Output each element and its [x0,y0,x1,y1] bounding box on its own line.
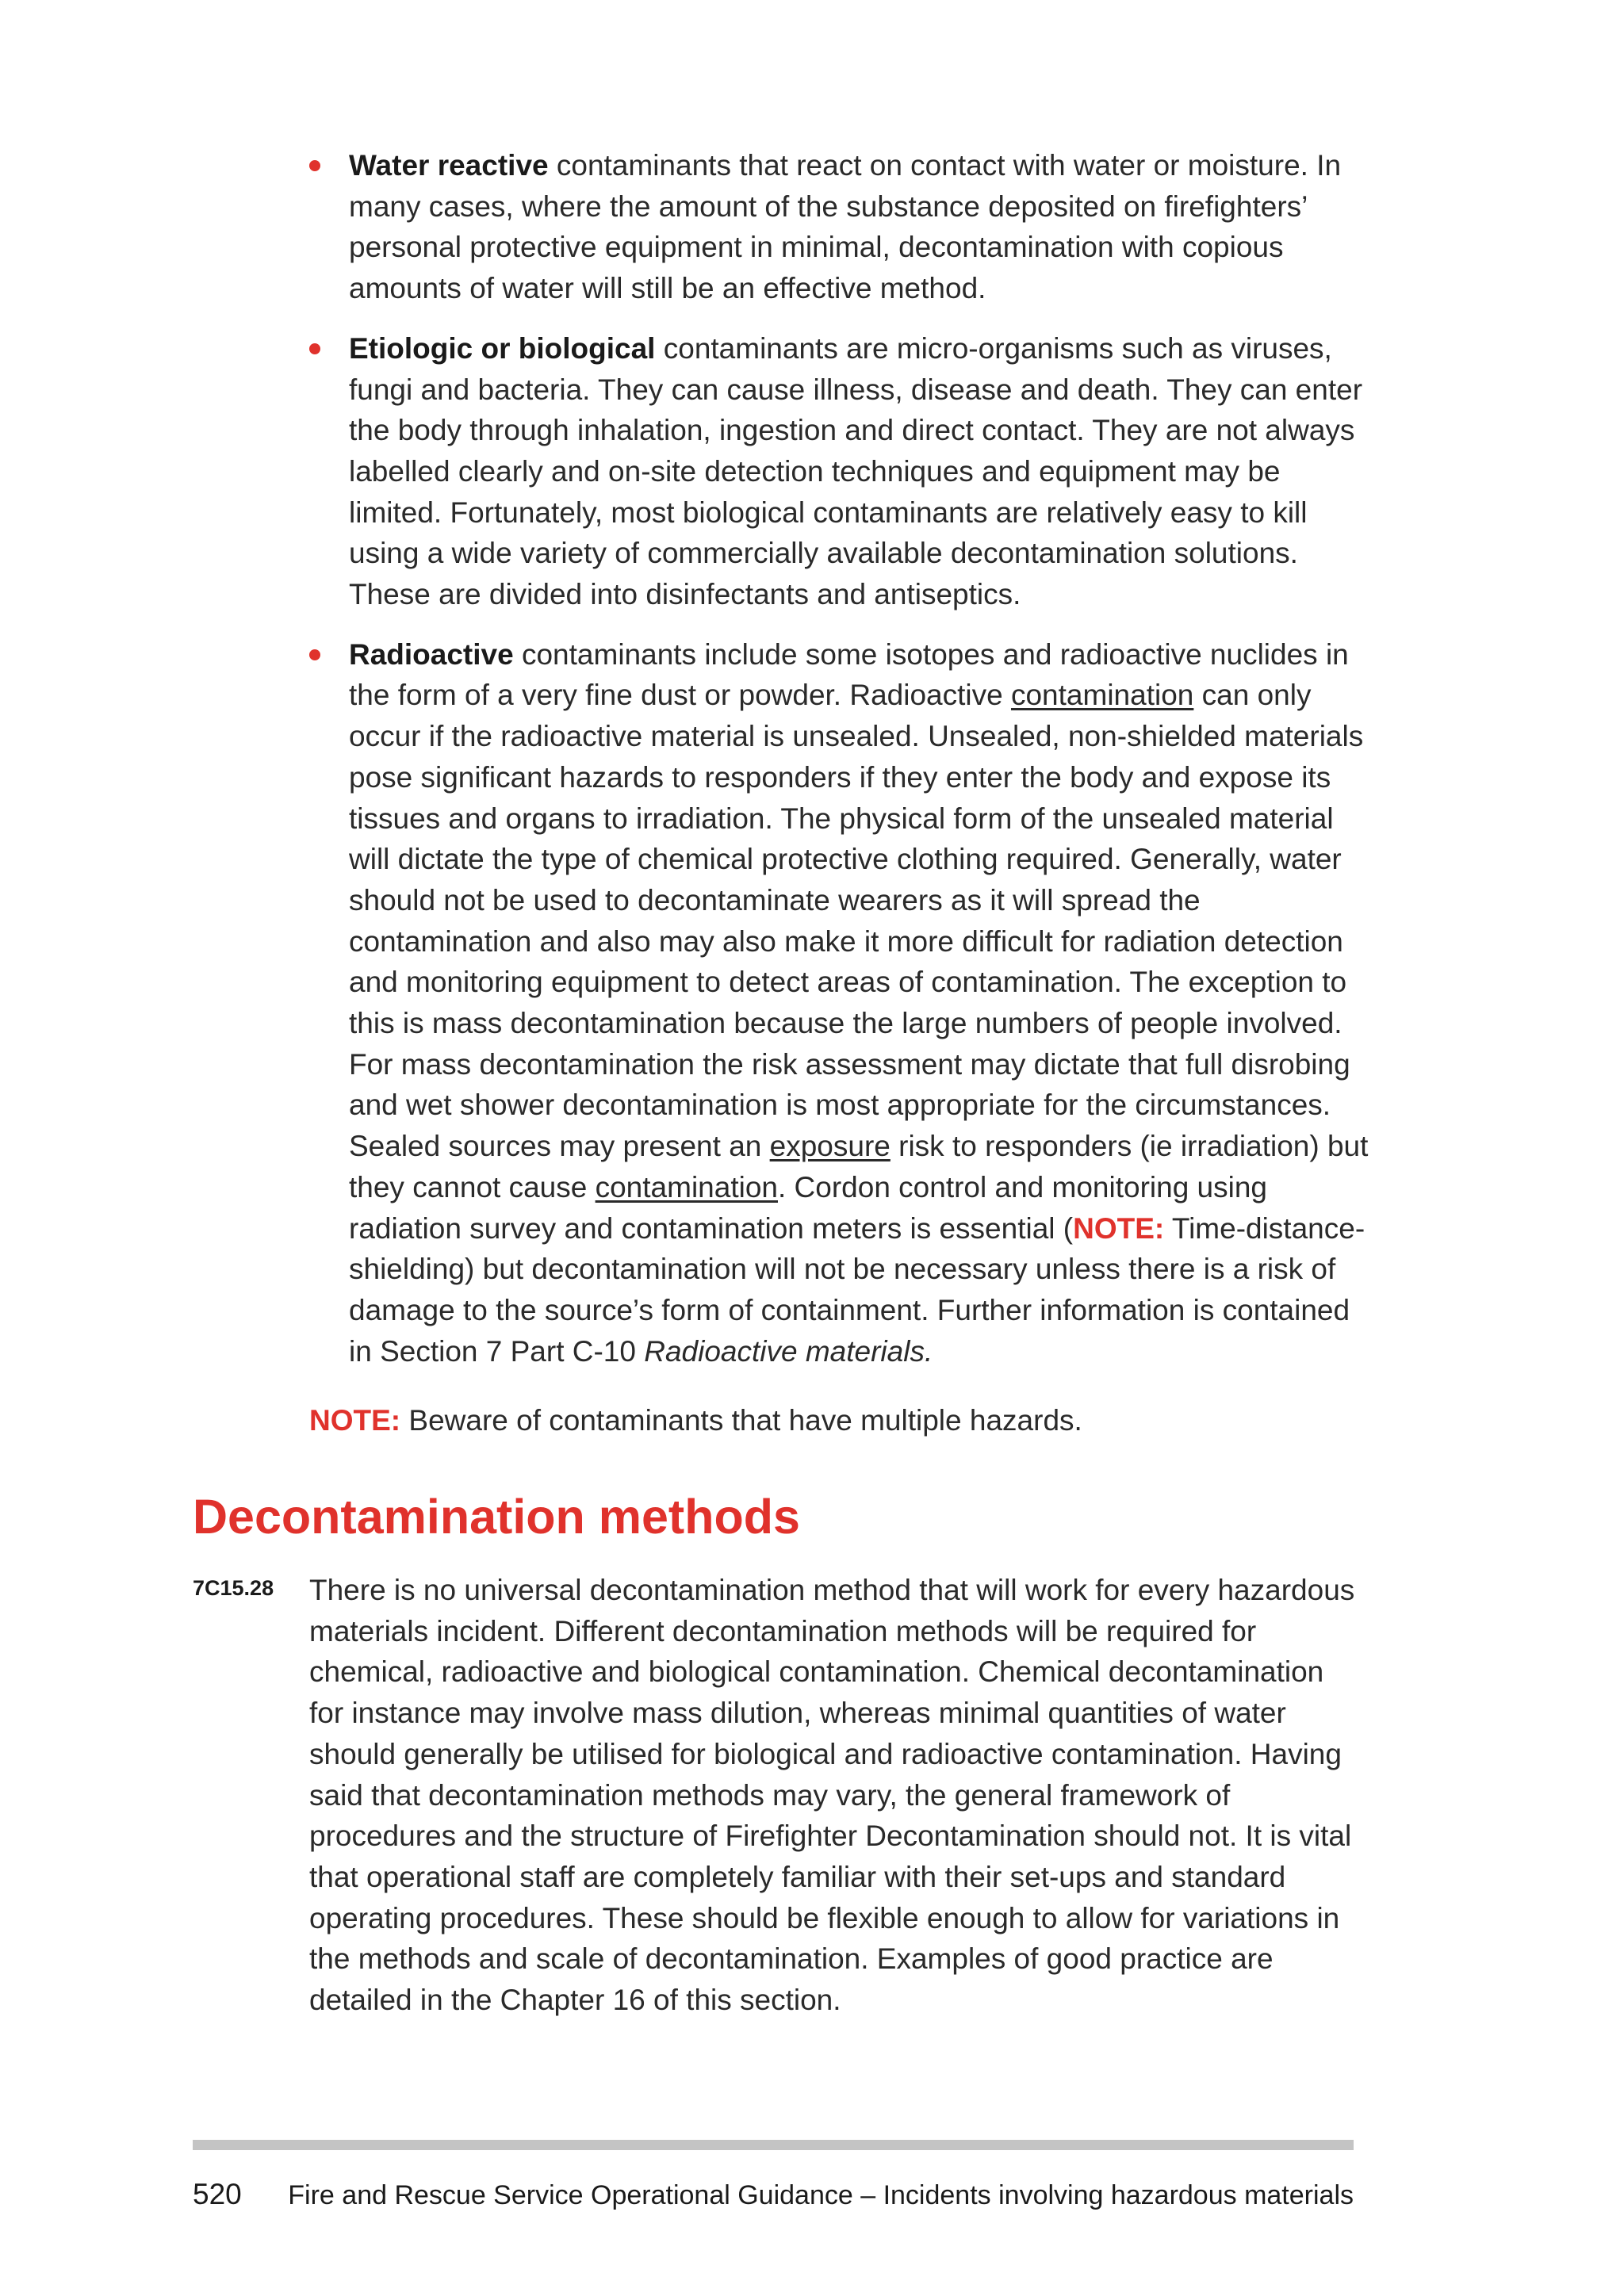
bullet-dot-icon [309,343,320,354]
bullet-text: . Cordon control and monitoring using radiation survey and contamination meters is essential ( [349,1170,1268,1245]
exposure-link[interactable]: exposure [769,1130,891,1163]
bullet-water-reactive [309,145,1372,309]
bullet-text: contaminants that react on contact with water or moisture. In many cases, where the amount of the substance deposited on firefighters’ personal protective equipment in minimal, decontamination with copious amounts of water will still be an effective method. [349,149,1342,305]
bullet-lead: Water reactive [349,149,549,182]
bullet-text: contaminants include some isotopes and radioactive nuclides in the form of a very fine dust or powder. Radioactive [349,637,1349,712]
bullet-text: contaminants are micro-organisms such as viruses, fungi and bacteria. They can cause illness, disease and death. They can enter the body through inhalation, ingestion and direct contact. They are not always labelled clearly and on-site detection techniques and equipment may be limited. Fortunately, most biological contaminants are relatively easy to kill using a wide variety of commercially available decontamination solutions. These are divided into disinfectants and antiseptics. [349,331,1363,611]
bullet-lead: Radioactive [349,637,514,671]
footer-title: Fire and Rescue Service Operational Guidance – Incidents involving hazardous materials [288,2180,1354,2210]
bullet-lead: Etiologic or biological [349,331,656,365]
bullet-dot-icon [309,160,320,171]
bullet-text: risk to responders (ie irradiation) but they cannot cause [349,1130,1369,1203]
contamination-link[interactable]: contamination [1010,679,1194,712]
bullet-text: Time-distance-shielding) but decontamination will not be necessary unless there is a risk of damage to the source’s form of containment. Further information is contained in Section 7 Part C-10 [349,1211,1365,1368]
bullet-dot-icon [309,649,320,660]
paragraph-text: There is no universal decontamination method that will work for every hazardous materials incident. Different decontamination methods will be required for chemical, radioactive and biological contamination. Chemical decontamination for instance may involve mass dilution, whereas minimal quantities of water should generally be utilised for biological and radioactive contamination. Having said that decontamination methods may vary, the general framework of procedures and the structure of Firefighter Decontamination should not. It is vital that operational staff are completely familiar with their set-ups and standard operating procedures. These should be flexible enough to allow for variations in the methods and scale of decontamination. Examples of good practice are detailed in the Chapter 16 of this section. [309,1574,1355,2017]
note [309,1400,1082,1441]
section-reference: Radioactive materials. [644,1334,933,1368]
note-label: NOTE: [309,1404,401,1437]
contamination-link[interactable]: contamination [595,1170,778,1203]
contaminant-bullet-list [309,145,1372,1391]
page-number: 520 [193,2178,242,2210]
bullet-text: can only occur if the radioactive material is unsealed. Unsealed, non-shielded materials pose significant hazards to responders if they enter the body and expose its tissues and organs to irradiation. The physical form of the unsealed material will dictate the type of chemical protective clothing required. Generally, water should not be used to decontaminate wearers as it will spread the contamination and also may also make it more difficult for radiation detection and monitoring equipment to detect areas of contamination. The exception to this is mass decontamination because the large numbers of people involved. For mass decontamination the risk assessment may dictate that full disrobing and wet shower decontamination is most appropriate for the circumstances. Sealed sources may present an [349,679,1364,1163]
footer-divider [193,2140,1354,2150]
section-heading: Decontamination methods [193,1490,800,1544]
bullet-radioactive [309,634,1372,1372]
paragraph-number: 7C15.28 [193,1576,274,1600]
inline-note-label: NOTE: [1073,1211,1165,1245]
note-text: Beware of contaminants that have multiple hazards. [400,1404,1082,1437]
bullet-etiologic [309,328,1372,615]
